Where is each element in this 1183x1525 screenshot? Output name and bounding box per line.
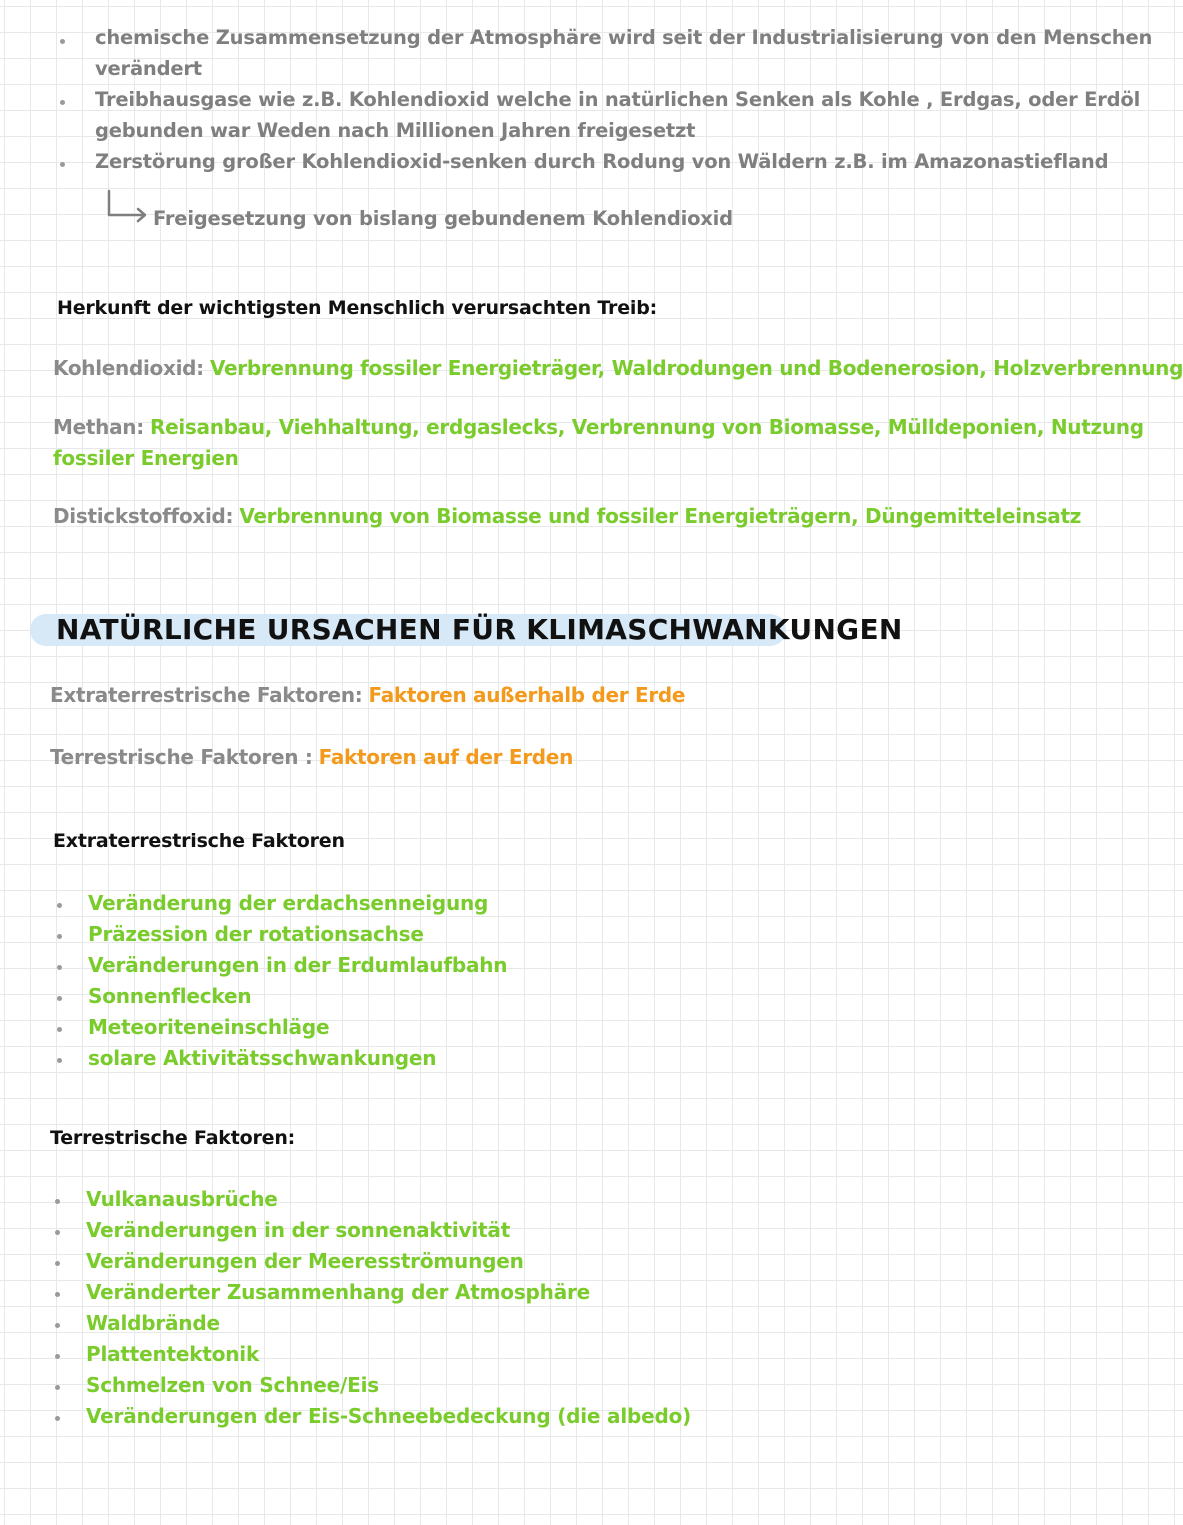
arrow-right-icon <box>100 188 152 224</box>
bullet-dot <box>57 903 62 908</box>
source-n2o-label: Distickstoffoxid: <box>53 504 234 528</box>
bullet-dot <box>55 1385 60 1390</box>
extra-heading: Extraterrestrische Faktoren <box>53 830 345 852</box>
definition-extraterrestrial-text: Faktoren außerhalb der Erde <box>368 683 686 707</box>
extra-item-1: Veränderung der erdachsenneigung <box>88 891 489 915</box>
bullet-dot <box>57 934 62 939</box>
source-co2 <box>53 356 1183 380</box>
extra-item-5: Meteoriteneinschläge <box>88 1015 330 1039</box>
intro-bullet-3-line1: Zerstörung großer Kohlendioxid-senken durch Rodung von Wäldern z.B. im Amazonastiefland <box>95 150 1109 173</box>
bullet-dot <box>55 1261 60 1266</box>
definition-extraterrestrial-label: Extraterrestrische Faktoren: <box>50 683 363 707</box>
bullet-dot <box>55 1416 60 1421</box>
bullet-dot <box>60 162 65 167</box>
terr-item-1: Vulkanausbrüche <box>86 1187 278 1211</box>
bullet-dot <box>57 996 62 1001</box>
extra-item-4: Sonnenflecken <box>88 984 252 1008</box>
arrow-note: Freigesetzung von bislang gebundenem Kohlendioxid <box>153 207 733 230</box>
terr-item-4: Veränderter Zusammenhang der Atmosphäre <box>86 1280 591 1304</box>
bullet-dot <box>57 1027 62 1032</box>
bullet-dot <box>60 39 65 44</box>
bullet-dot <box>57 965 62 970</box>
terr-item-6: Plattentektonik <box>86 1342 260 1366</box>
bullet-dot <box>55 1354 60 1359</box>
extra-item-6: solare Aktivitätsschwankungen <box>88 1046 437 1070</box>
terr-item-5: Waldbrände <box>86 1311 220 1335</box>
terr-item-2: Veränderungen in der sonnenaktivität <box>86 1218 511 1242</box>
source-n2o <box>53 504 1081 528</box>
intro-bullet-1-line1: chemische Zusammensetzung der Atmosphäre wird seit der Industrialisierung von den Menschen <box>95 26 1153 49</box>
bullet-dot <box>55 1323 60 1328</box>
bullet-dot <box>55 1230 60 1235</box>
source-co2-text: Verbrennung fossiler Energieträger, Waldrodungen und Bodenerosion, Holzverbrennung <box>209 356 1183 380</box>
bullet-dot <box>55 1199 60 1204</box>
intro-bullet-1-line2: verändert <box>95 57 202 80</box>
intro-bullet-2-line1: Treibhausgase wie z.B. Kohlendioxid welche in natürlichen Senken als Kohle , Erdgas, oder Erdöl <box>95 88 1141 111</box>
terr-heading: Terrestrische Faktoren: <box>50 1127 296 1149</box>
section-title: NATÜRLICHE URSACHEN FÜR KLIMASCHWANKUNGEN <box>56 613 903 646</box>
source-n2o-text: Verbrennung von Biomasse und fossiler Energieträgern, Düngemitteleinsatz <box>239 504 1082 528</box>
terr-item-8: Veränderungen der Eis-Schneebedeckung (die albedo) <box>86 1404 692 1428</box>
terr-item-7: Schmelzen von Schnee/Eis <box>86 1373 379 1397</box>
terr-item-3: Veränderungen der Meeresströmungen <box>86 1249 524 1273</box>
intro-bullet-2-line2: gebunden war Weden nach Millionen Jahren freigesetzt <box>95 119 696 142</box>
source-methane-text: Reisanbau, Viehhaltung, erdgaslecks, Verbrennung von Biomasse, Mülldeponien, Nutzung <box>149 415 1144 439</box>
bullet-dot <box>57 1058 62 1063</box>
source-co2-label: Kohlendioxid: <box>53 356 204 380</box>
source-methane-label: Methan: <box>53 415 144 439</box>
bullet-dot <box>55 1292 60 1297</box>
source-methane <box>53 415 1144 439</box>
definition-extraterrestrial <box>50 683 685 707</box>
source-methane-text-cont: fossiler Energien <box>53 446 239 470</box>
definition-terrestrial-text: Faktoren auf der Erden <box>318 745 574 769</box>
definition-terrestrial <box>50 745 573 769</box>
bullet-dot <box>60 100 65 105</box>
extra-item-2: Präzession der rotationsachse <box>88 922 424 946</box>
sources-heading: Herkunft der wichtigsten Menschlich verursachten Treib: <box>57 297 658 319</box>
definition-terrestrial-label: Terrestrische Faktoren : <box>50 745 313 769</box>
extra-item-3: Veränderungen in der Erdumlaufbahn <box>88 953 508 977</box>
